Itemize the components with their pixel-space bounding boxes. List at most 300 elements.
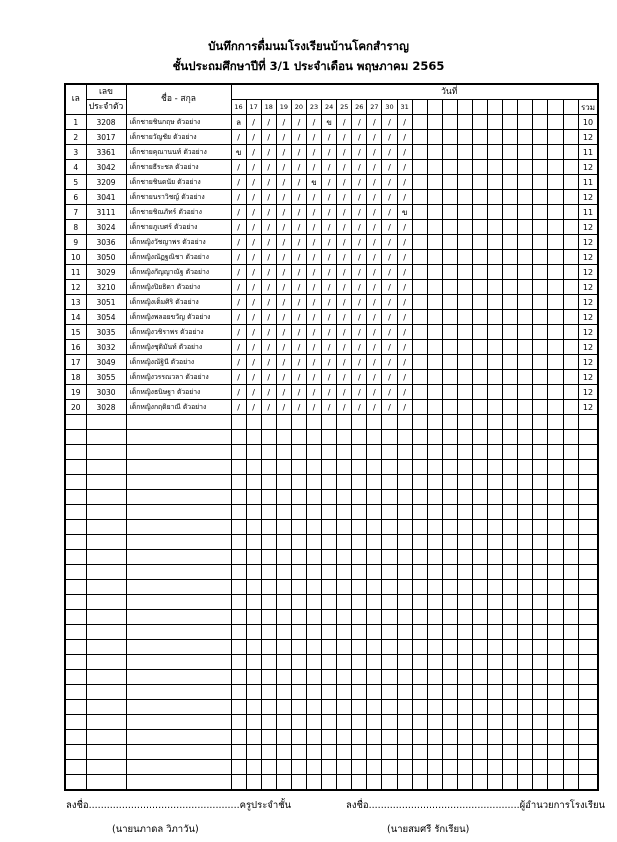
empty-cell — [86, 715, 126, 730]
empty-cell — [382, 625, 397, 640]
empty-cell — [246, 715, 261, 730]
empty-cell — [548, 580, 563, 595]
empty-cell — [382, 745, 397, 760]
student-id: 3111 — [86, 205, 126, 220]
student-name: เด็กหญิงชุติมันท์ ตัวอย่าง — [126, 340, 231, 355]
empty-cell — [276, 760, 291, 775]
row-number: 6 — [65, 190, 86, 205]
empty-cell — [442, 490, 457, 505]
empty-cell — [337, 430, 352, 445]
empty-cell — [533, 235, 548, 250]
attendance-mark: / — [306, 250, 321, 265]
attendance-mark: / — [261, 235, 276, 250]
empty-cell — [457, 610, 472, 625]
empty-cell — [246, 685, 261, 700]
empty-cell — [533, 370, 548, 385]
empty-cell — [473, 760, 488, 775]
empty-cell — [548, 220, 563, 235]
empty-cell — [548, 280, 563, 295]
row-number: 16 — [65, 340, 86, 355]
attendance-mark: / — [337, 325, 352, 340]
empty-cell — [367, 625, 382, 640]
empty-cell — [473, 460, 488, 475]
empty-cell — [367, 520, 382, 535]
empty-cell — [427, 550, 442, 565]
empty-cell — [246, 535, 261, 550]
attendance-mark: / — [322, 295, 337, 310]
empty-cell — [412, 130, 427, 145]
empty-cell — [367, 610, 382, 625]
empty-cell — [427, 415, 442, 430]
attendance-mark: / — [367, 160, 382, 175]
attendance-mark: / — [231, 160, 246, 175]
empty-cell — [246, 505, 261, 520]
empty-cell — [412, 550, 427, 565]
empty-cell — [457, 265, 472, 280]
empty-cell — [246, 745, 261, 760]
empty-cell — [518, 580, 533, 595]
empty-cell — [473, 625, 488, 640]
row-number: 10 — [65, 250, 86, 265]
empty-cell — [518, 220, 533, 235]
row-total: 11 — [578, 145, 598, 160]
empty-cell — [457, 415, 472, 430]
empty-cell — [276, 460, 291, 475]
row-number: 2 — [65, 130, 86, 145]
attendance-mark: ข — [397, 205, 412, 220]
empty-cell — [548, 775, 563, 791]
attendance-mark: / — [382, 280, 397, 295]
attendance-mark: / — [246, 145, 261, 160]
empty-cell — [442, 760, 457, 775]
empty-cell — [533, 205, 548, 220]
attendance-mark: / — [291, 355, 306, 370]
empty-cell — [533, 565, 548, 580]
empty-cell — [548, 145, 563, 160]
empty-cell — [548, 265, 563, 280]
empty-cell — [518, 430, 533, 445]
attendance-mark: / — [246, 115, 261, 130]
day-header: 24 — [322, 100, 337, 115]
empty-cell — [533, 385, 548, 400]
empty-cell — [503, 385, 518, 400]
attendance-mark: / — [246, 220, 261, 235]
director-signature-line: ลงชื่อ..................................................ผู้อำนวยการโรงเรียน — [346, 800, 606, 811]
empty-cell — [246, 775, 261, 791]
empty-cell — [261, 565, 276, 580]
empty-cell — [473, 295, 488, 310]
attendance-mark: / — [337, 400, 352, 415]
empty-cell — [503, 595, 518, 610]
empty-cell — [488, 160, 503, 175]
empty-cell — [231, 625, 246, 640]
empty-cell — [533, 355, 548, 370]
empty-cell — [488, 280, 503, 295]
empty-cell — [231, 580, 246, 595]
empty-cell — [412, 160, 427, 175]
empty-cell — [65, 505, 86, 520]
empty-cell — [533, 130, 548, 145]
empty-cell — [457, 565, 472, 580]
empty-cell — [473, 205, 488, 220]
empty-cell — [322, 745, 337, 760]
empty-cell — [473, 610, 488, 625]
empty-cell — [337, 535, 352, 550]
empty-cell — [382, 580, 397, 595]
empty-cell — [86, 430, 126, 445]
empty-cell — [276, 730, 291, 745]
empty-cell — [518, 490, 533, 505]
empty-cell — [382, 565, 397, 580]
empty-cell — [291, 625, 306, 640]
row-total: 12 — [578, 325, 598, 340]
student-id: 3032 — [86, 340, 126, 355]
empty-cell — [563, 205, 578, 220]
empty-cell — [503, 400, 518, 415]
empty-cell — [382, 475, 397, 490]
empty-cell — [86, 730, 126, 745]
empty-cell — [261, 460, 276, 475]
attendance-mark: / — [261, 205, 276, 220]
empty-cell — [563, 655, 578, 670]
empty-cell — [548, 670, 563, 685]
empty-cell — [412, 310, 427, 325]
attendance-mark: / — [367, 385, 382, 400]
empty-cell — [457, 160, 472, 175]
empty-cell — [367, 475, 382, 490]
empty-cell — [291, 685, 306, 700]
empty-cell — [427, 490, 442, 505]
empty-cell — [563, 235, 578, 250]
empty-cell — [533, 310, 548, 325]
empty-cell — [291, 415, 306, 430]
empty-cell — [397, 670, 412, 685]
student-name: เด็กหญิงกัญญาณัฐ ตัวอย่าง — [126, 265, 231, 280]
student-name: เด็กชายชิณภัทร์ ตัวอย่าง — [126, 205, 231, 220]
empty-cell — [578, 775, 598, 791]
empty-cell — [382, 730, 397, 745]
empty-cell — [457, 325, 472, 340]
empty-cell — [291, 505, 306, 520]
empty-cell — [427, 610, 442, 625]
attendance-mark: / — [231, 205, 246, 220]
table-row — [65, 160, 598, 175]
attendance-mark: / — [291, 385, 306, 400]
empty-cell — [442, 415, 457, 430]
empty-cell — [352, 430, 367, 445]
empty-cell — [457, 490, 472, 505]
empty-cell — [427, 715, 442, 730]
empty-cell — [412, 145, 427, 160]
attendance-mark: / — [291, 265, 306, 280]
empty-cell — [488, 205, 503, 220]
table-row — [65, 145, 598, 160]
empty-cell — [518, 400, 533, 415]
empty-cell — [126, 670, 231, 685]
attendance-mark: / — [261, 370, 276, 385]
empty-cell — [457, 430, 472, 445]
empty-cell — [427, 325, 442, 340]
attendance-mark: / — [382, 115, 397, 130]
empty-cell — [126, 580, 231, 595]
attendance-mark: / — [291, 190, 306, 205]
empty-cell — [246, 580, 261, 595]
empty-cell — [126, 550, 231, 565]
empty-cell — [518, 685, 533, 700]
attendance-mark: / — [261, 400, 276, 415]
empty-cell — [276, 565, 291, 580]
empty-cell — [397, 685, 412, 700]
empty-cell — [276, 685, 291, 700]
empty-cell — [337, 745, 352, 760]
attendance-mark: / — [276, 265, 291, 280]
empty-cell — [563, 625, 578, 640]
empty-cell — [578, 640, 598, 655]
attendance-mark: / — [337, 265, 352, 280]
empty-cell — [352, 640, 367, 655]
student-name: เด็กหญิงวชิราพร ตัวอย่าง — [126, 325, 231, 340]
row-total: 12 — [578, 355, 598, 370]
empty-cell — [65, 595, 86, 610]
empty-cell — [488, 175, 503, 190]
empty-cell — [473, 325, 488, 340]
empty-cell — [503, 130, 518, 145]
blank-row — [65, 625, 598, 640]
empty-cell — [473, 130, 488, 145]
empty-cell — [412, 235, 427, 250]
empty-cell — [276, 505, 291, 520]
empty-cell — [397, 475, 412, 490]
empty-cell — [337, 490, 352, 505]
empty-cell — [503, 205, 518, 220]
attendance-mark: / — [246, 205, 261, 220]
empty-cell — [367, 715, 382, 730]
empty-cell — [276, 475, 291, 490]
empty-cell — [412, 610, 427, 625]
empty-cell — [427, 115, 442, 130]
empty-cell — [367, 700, 382, 715]
empty-cell — [488, 610, 503, 625]
attendance-mark: / — [322, 235, 337, 250]
empty-cell — [488, 235, 503, 250]
attendance-mark: / — [337, 355, 352, 370]
student-id: 3024 — [86, 220, 126, 235]
attendance-mark: / — [276, 280, 291, 295]
attendance-mark: / — [231, 175, 246, 190]
empty-cell — [86, 670, 126, 685]
empty-cell — [427, 370, 442, 385]
attendance-mark: / — [337, 340, 352, 355]
blank-row — [65, 700, 598, 715]
attendance-mark: / — [291, 325, 306, 340]
student-id: 3051 — [86, 295, 126, 310]
attendance-mark: / — [276, 295, 291, 310]
empty-cell — [261, 580, 276, 595]
attendance-mark: / — [367, 205, 382, 220]
empty-cell — [352, 550, 367, 565]
empty-cell — [261, 715, 276, 730]
empty-cell — [291, 445, 306, 460]
attendance-mark: / — [397, 400, 412, 415]
empty-cell — [86, 625, 126, 640]
empty-cell — [261, 700, 276, 715]
row-number: 15 — [65, 325, 86, 340]
student-name: เด็กหญิงธนิษฐา ตัวอย่าง — [126, 385, 231, 400]
empty-cell — [578, 445, 598, 460]
empty-cell — [473, 265, 488, 280]
empty-cell — [563, 355, 578, 370]
empty-cell — [442, 385, 457, 400]
student-name: เด็กหญิงณัฏฐณิชา ตัวอย่าง — [126, 250, 231, 265]
blank-row — [65, 670, 598, 685]
table-row — [65, 205, 598, 220]
blank-row — [65, 730, 598, 745]
empty-cell — [533, 415, 548, 430]
empty-cell — [412, 565, 427, 580]
empty-cell — [518, 160, 533, 175]
empty-cell — [261, 550, 276, 565]
empty-cell — [337, 655, 352, 670]
empty-cell — [397, 505, 412, 520]
empty-cell — [488, 745, 503, 760]
empty-cell — [261, 625, 276, 640]
empty-cell — [352, 775, 367, 791]
empty-cell — [397, 700, 412, 715]
empty-cell — [367, 550, 382, 565]
col-header-name: ชื่อ - สกุล — [126, 84, 231, 115]
attendance-mark: / — [246, 370, 261, 385]
empty-cell — [412, 580, 427, 595]
attendance-mark: / — [367, 325, 382, 340]
empty-cell — [488, 430, 503, 445]
empty-cell — [473, 685, 488, 700]
empty-cell — [86, 775, 126, 791]
attendance-mark: / — [261, 265, 276, 280]
empty-cell — [548, 385, 563, 400]
attendance-mark: / — [337, 145, 352, 160]
empty-cell — [427, 475, 442, 490]
empty-cell — [457, 580, 472, 595]
attendance-mark: / — [397, 280, 412, 295]
empty-cell — [412, 115, 427, 130]
attendance-mark: / — [352, 250, 367, 265]
empty-cell — [276, 640, 291, 655]
empty-cell — [457, 220, 472, 235]
empty-cell — [427, 580, 442, 595]
attendance-mark: / — [322, 355, 337, 370]
row-number: 20 — [65, 400, 86, 415]
attendance-mark: / — [291, 175, 306, 190]
empty-cell — [442, 535, 457, 550]
empty-cell — [427, 640, 442, 655]
empty-cell — [548, 175, 563, 190]
empty-cell — [563, 265, 578, 280]
row-total: 11 — [578, 205, 598, 220]
empty-cell — [412, 205, 427, 220]
row-total: 12 — [578, 265, 598, 280]
empty-cell — [488, 145, 503, 160]
empty-cell — [503, 325, 518, 340]
empty-cell — [533, 160, 548, 175]
empty-cell — [231, 640, 246, 655]
empty-cell — [412, 190, 427, 205]
day-header: 19 — [276, 100, 291, 115]
empty-cell — [382, 490, 397, 505]
day-header: 31 — [397, 100, 412, 115]
empty-cell — [503, 415, 518, 430]
empty-cell — [86, 490, 126, 505]
student-name: เด็กหญิงกฤติยาณี ตัวอย่าง — [126, 400, 231, 415]
empty-cell — [503, 670, 518, 685]
empty-cell — [473, 700, 488, 715]
empty-cell — [518, 445, 533, 460]
empty-cell — [518, 190, 533, 205]
empty-cell — [126, 535, 231, 550]
empty-cell — [533, 295, 548, 310]
empty-cell — [442, 310, 457, 325]
attendance-mark: / — [276, 250, 291, 265]
day-header-empty — [563, 100, 578, 115]
empty-cell — [397, 490, 412, 505]
empty-cell — [306, 595, 321, 610]
empty-cell — [397, 730, 412, 745]
empty-cell — [518, 265, 533, 280]
empty-cell — [291, 670, 306, 685]
attendance-mark: / — [352, 220, 367, 235]
empty-cell — [65, 700, 86, 715]
empty-cell — [442, 175, 457, 190]
empty-cell — [533, 445, 548, 460]
empty-cell — [488, 700, 503, 715]
attendance-mark: / — [276, 220, 291, 235]
empty-cell — [337, 625, 352, 640]
table-row — [65, 385, 598, 400]
empty-cell — [503, 715, 518, 730]
row-total: 12 — [578, 220, 598, 235]
empty-cell — [442, 235, 457, 250]
empty-cell — [442, 775, 457, 791]
empty-cell — [442, 430, 457, 445]
empty-cell — [548, 310, 563, 325]
empty-cell — [306, 730, 321, 745]
empty-cell — [503, 490, 518, 505]
attendance-mark: / — [397, 115, 412, 130]
empty-cell — [65, 430, 86, 445]
row-number: 17 — [65, 355, 86, 370]
empty-cell — [291, 550, 306, 565]
empty-cell — [382, 460, 397, 475]
empty-cell — [397, 775, 412, 791]
empty-cell — [382, 415, 397, 430]
empty-cell — [231, 490, 246, 505]
empty-cell — [548, 490, 563, 505]
empty-cell — [473, 505, 488, 520]
empty-cell — [337, 685, 352, 700]
empty-cell — [427, 310, 442, 325]
empty-cell — [126, 760, 231, 775]
empty-cell — [503, 250, 518, 265]
row-number: 8 — [65, 220, 86, 235]
attendance-mark: / — [337, 385, 352, 400]
empty-cell — [533, 145, 548, 160]
empty-cell — [397, 535, 412, 550]
empty-cell — [473, 475, 488, 490]
empty-cell — [291, 535, 306, 550]
empty-cell — [533, 220, 548, 235]
empty-cell — [367, 535, 382, 550]
empty-cell — [352, 535, 367, 550]
blank-row — [65, 490, 598, 505]
